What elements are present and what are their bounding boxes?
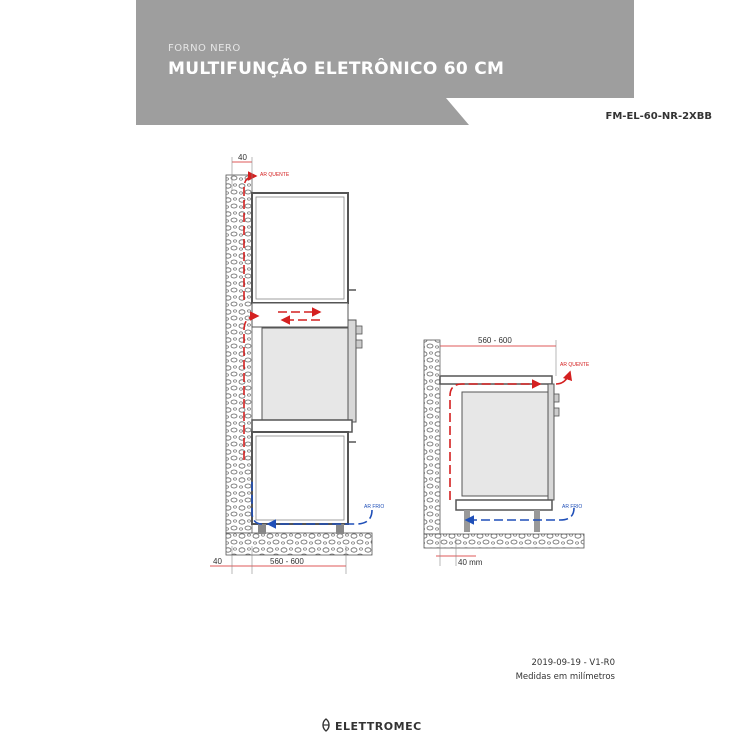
label-hot-air-right: AR QUENTE <box>560 362 590 368</box>
model-code: FM-EL-60-NR-2XBB <box>605 111 712 122</box>
wall-right <box>424 340 440 534</box>
brand-logo-icon <box>320 718 332 732</box>
oven-tall <box>262 328 348 420</box>
dim-bottom-width-left: 560 - 600 <box>270 557 304 566</box>
oven-undercounter <box>462 392 548 496</box>
wall-left <box>226 175 252 533</box>
undercounter-drawing <box>424 336 590 567</box>
units-note: Medidas em milímetros <box>515 672 615 682</box>
dim-bottom-right: 40 mm <box>458 558 483 567</box>
label-hot-air-left: AR QUENTE <box>260 172 290 178</box>
floor-right <box>424 534 584 548</box>
product-line: FORNO NERO <box>168 43 241 54</box>
dim-top-width-right: 560 - 600 <box>478 336 512 345</box>
lower-cabinet <box>252 432 348 524</box>
countertop <box>440 376 552 384</box>
brand-name: ELETTROMEC <box>335 720 422 733</box>
floor-left <box>226 533 372 555</box>
revision-date: 2019-09-19 - V1-R0 <box>531 658 615 668</box>
dim-bottom-left-40: 40 <box>213 557 222 566</box>
upper-cabinet <box>252 193 348 303</box>
product-title: MULTIFUNÇÃO ELETRÔNICO 60 CM <box>168 59 505 79</box>
label-cold-air-right: AR FRIO <box>562 504 583 510</box>
label-cold-air-left: AR FRIO <box>364 504 385 510</box>
dim-top-left: 40 <box>238 153 247 162</box>
tall-cabinet-drawing <box>210 153 384 574</box>
